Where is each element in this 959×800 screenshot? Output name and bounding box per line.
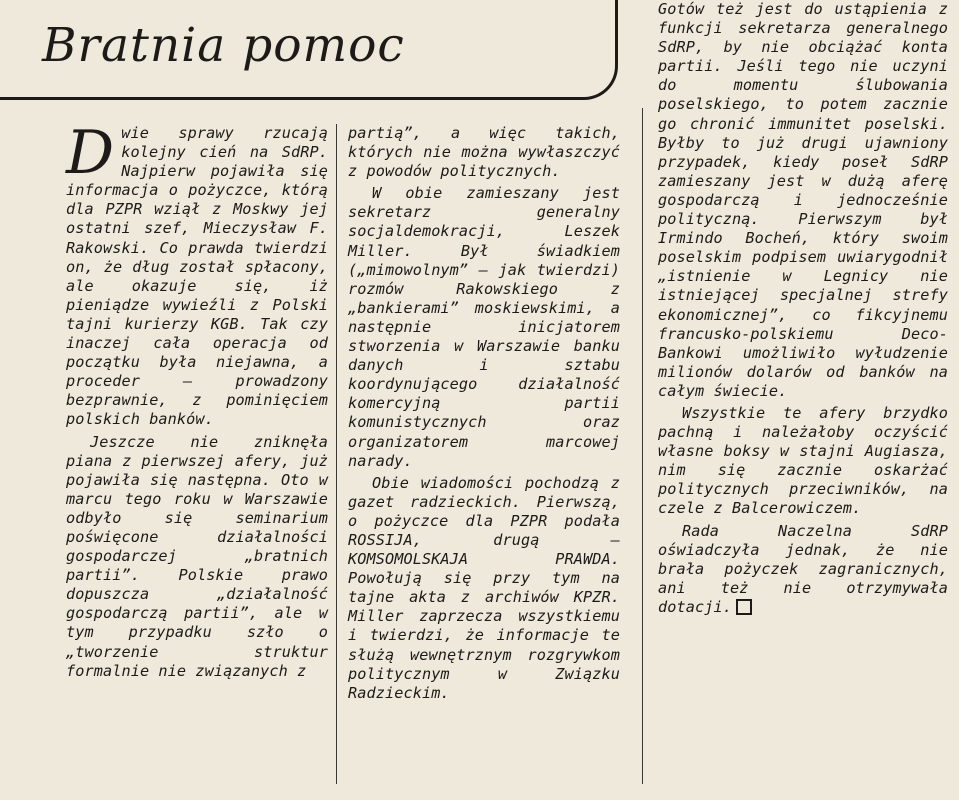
article-title: Bratnia pomoc bbox=[42, 18, 405, 73]
paragraph-1 bbox=[66, 118, 328, 430]
column-2 bbox=[348, 124, 620, 703]
paragraph-6: Gotów też jest do ustąpienia z funkcji sekretarza generalnego SdRP, by nie obciążać konta partii. Jeśli tego nie uczyni do momentu ślubowania poselskiego, to potem zacznie go chronić immunitet poselski. Byłby to już drugi ujawniony przypadek, kiedy poseł SdRP zamieszany jest w dużą aferę gospodarczą i jednocześnie polityczną. Pierwszym był Irmindo Bocheń, który swoim poselskim podpisem uwiarygodnił „istnienie w Legnicy nie istniejącej specjalnej strefy ekonomicznej”, co fikcyjnemu francusko-polskiemu Deco-Bankowi umożliwiło wyłudzenie milionów dolarów od banków na całym świecie. bbox=[658, 0, 948, 400]
column-divider-1 bbox=[336, 124, 337, 784]
paragraph-7: Wszystkie te afery brzydko pachną i należałoby oczyścić własne boksy w stajni Augiasza, nim się zacznie oskarżać politycznych przeciwników, na czele z Balcerowiczem. bbox=[658, 403, 948, 518]
paragraph-5: Obie wiadomości pochodzą z gazet radzieckich. Pierwszą, o pożyczce dla PZPR podała ROSSIJA, drugą — KOMSOMOLSKAJA PRAWDA. Powołują się przy tym na tajne akta z archiwów KPZR. Miller zaprzecza wszystkiemu i twierdzi, że informacje te służą wewnętrznym rozgrywkom politycznym w Związku Radzieckim. bbox=[348, 473, 620, 702]
paragraph-8 bbox=[658, 522, 948, 617]
paragraph-1-text: wie sprawy rzucają kolejny cień na SdRP. Najpierw pojawiła się informacja o pożyczce, którą dla PZPR wziął z Moskwy jej ostatni szef, Mieczysław F. Rakowski. Co prawda twierdzi on, że dług został spłacony, ale okazuje się, iż pieniądze wywieźli z Polski tajni kurierzy KGB. Tak czy inaczej cała operacja od początku była niejawna, a proceder — prowadzony bezprawnie, z pominięciem polskich banków. bbox=[66, 124, 328, 429]
column-1 bbox=[66, 118, 328, 681]
column-3 bbox=[658, 0, 948, 617]
end-of-article-icon bbox=[736, 599, 752, 615]
paragraph-2: Jeszcze nie zniknęła piana z pierwszej afery, już pojawiła się następna. Oto w marcu tego roku w Warszawie odbyło się seminarium poświęcone działalności gospodarczej „bratnich partii”. Polskie prawo dopuszcza „działalność gospodarczą partii”, ale w tym przypadku szło o „tworzenie struktur formalnie nie związanych z bbox=[66, 432, 328, 680]
column-divider-2 bbox=[642, 108, 643, 784]
paragraph-3: partią”, a więc takich, których nie można wywłaszczyć z powodów politycznych. bbox=[348, 124, 620, 181]
title-frame bbox=[0, 0, 618, 100]
paragraph-4: W obie zamieszany jest sekretarz generalny socjaldemokracji, Leszek Miller. Był świadkiem („mimowolnym” — jak twierdzi) rozmów Rakowskiego z „bankierami” moskiewskimi, a następnie inicjatorem stworzenia w Warszawie banku danych i sztabu koordynującego działalność komercyjną partii komunistycznych oraz organizatorem marcowej narady. bbox=[348, 184, 620, 470]
drop-cap: D bbox=[66, 118, 115, 188]
paragraph-8-text: Rada Naczelna SdRP oświadczyła jednak, że nie brała pożyczek zagranicznych, ani też nie otrzymywała dotacji. bbox=[658, 521, 948, 616]
